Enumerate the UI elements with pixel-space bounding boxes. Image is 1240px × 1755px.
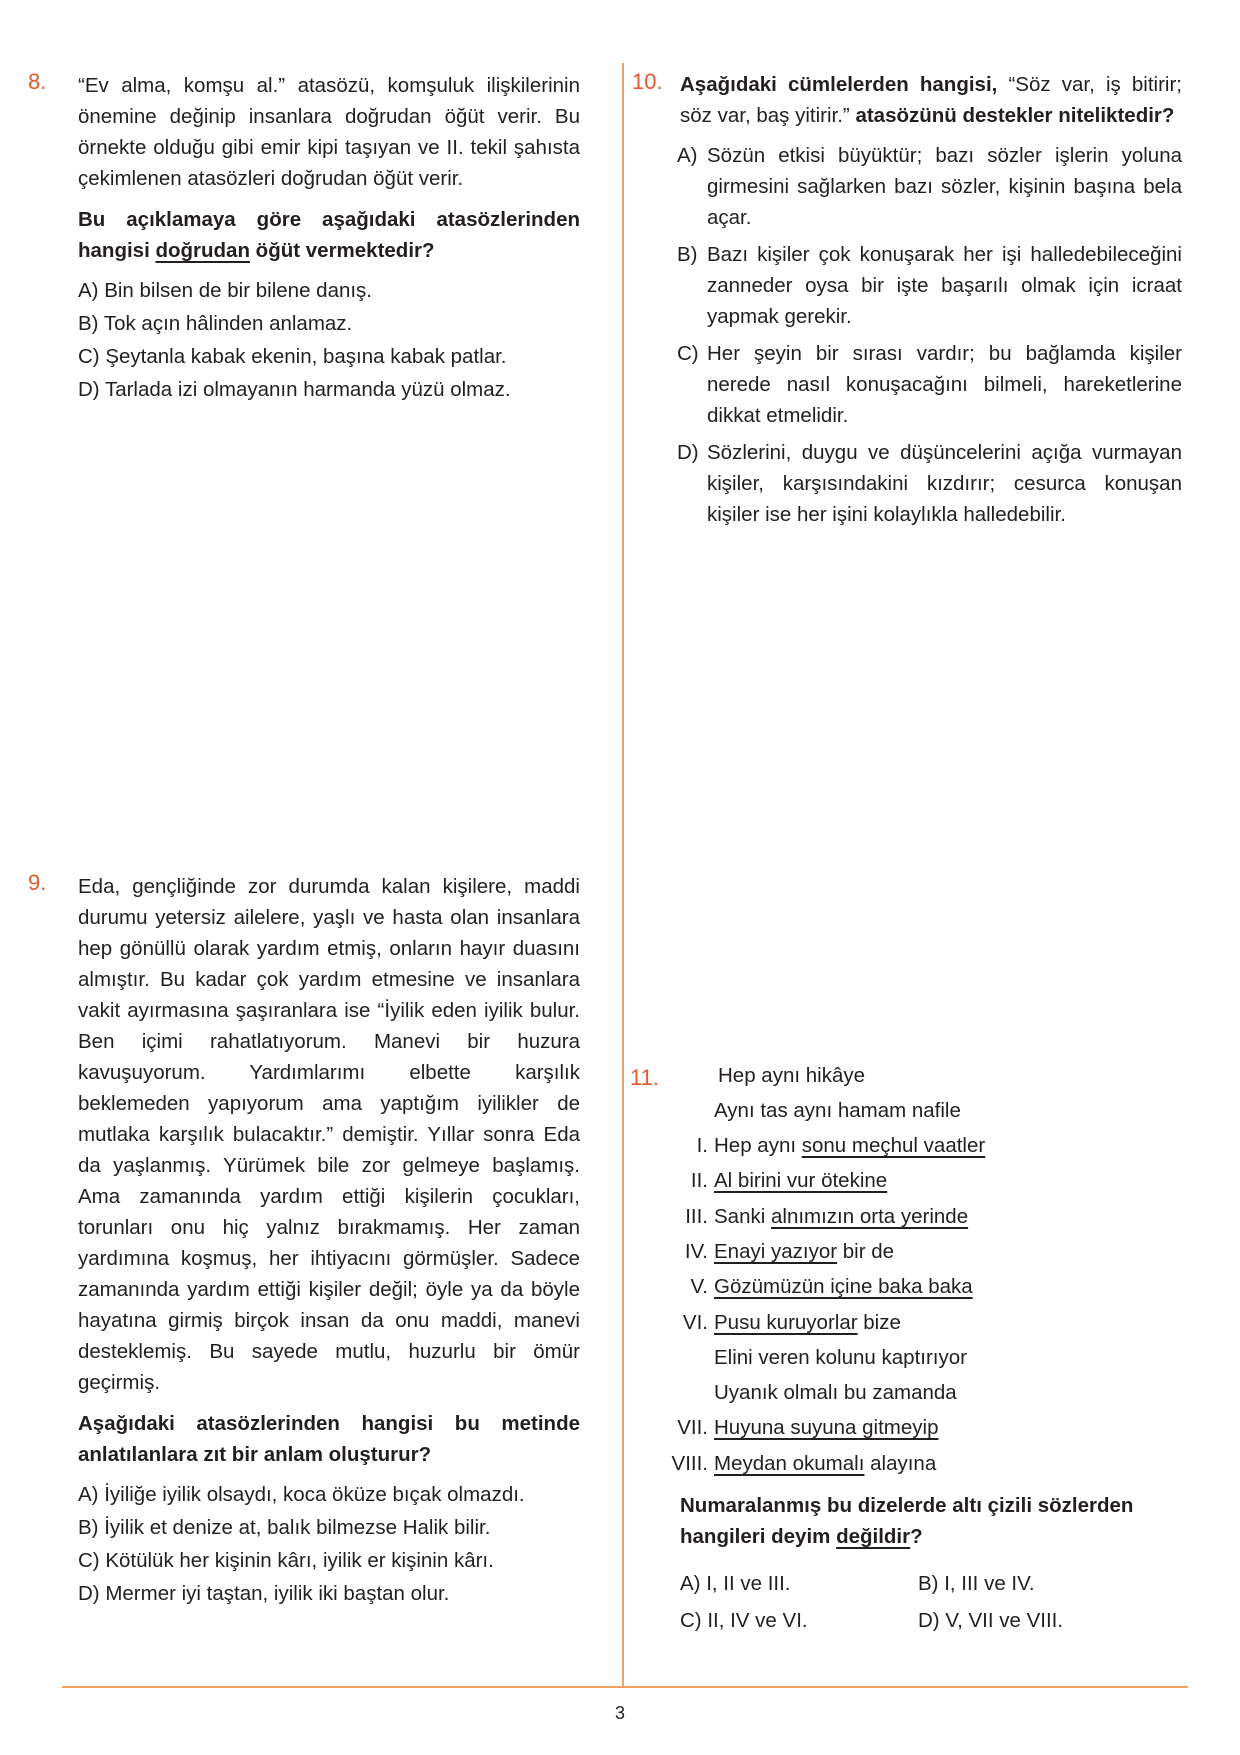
- question-9-passage: Eda, gençliğinde zor durumda kalan kişilere, maddi durumu yetersiz ailelere, yaşlı ve hasta olan insanlara hep gönüllü olarak yardım etmiş, onların hayır duasını almıştır. Bu kadar çok yardım etmesine ve insanlara vakit ayırmasına şaşıranlara ise “İyilik eden iyilik bulur. Ben içimi rahatlatıyorum. Manevi bir huzura kavuşuyorum. Yardımlarımı elbette karşılık beklemeden yapıyorum ama yaptığım iyilikler de mutlaka karşılık bulacaktır.” demiştir. Yıllar sonra Eda da yaşlanmış. Yürümek bile zor gelmeye başlamış. Ama zamanında yardım ettiği kişilerin çocukları, torunları onu hiç yalnız bırakmamış. Her zaman yardımına koşmuş, her ihtiyacını görmüşler. Sadece zamanında yardım ettiği kişiler değil; öyle ya da böyle hayatına girmiş birçok insan da onu maddi, manevi desteklemiş. Bu sayede mutlu, huzurlu bir ömür geçirmiş.: [78, 875, 580, 1394]
- question-9: [78, 871, 580, 1615]
- question-8-prompt: Bu açıklamaya göre aşağıdaki atasözlerinden hangisi doğrudan öğüt vermektedir?: [78, 208, 580, 262]
- question-8-option-b[interactable]: B) Tok açın hâlinden anlamaz.: [78, 312, 353, 335]
- poem-line: III. Sanki alnımızın orta yerinde: [685, 1205, 969, 1228]
- question-9-option-b[interactable]: B) İyilik et denize at, balık bilmezse Halik bilir.: [78, 1516, 491, 1539]
- poem-line: I. Hep aynı sonu meçhul vaatler: [696, 1134, 986, 1157]
- question-11-option-c[interactable]: C) II, IV ve VI.: [680, 1609, 808, 1632]
- question-9-prompt: Aşağıdaki atasözlerinden hangisi bu metinde anlatılanlara zıt bir anlam oluşturur?: [78, 1412, 580, 1466]
- question-9-option-a[interactable]: A) İyiliğe iyilik olsaydı, koca öküze bıçak olmazdı.: [78, 1483, 525, 1506]
- question-10-number: 10.: [632, 69, 663, 94]
- question-10-option-a[interactable]: A) Sözün etkisi büyüktür; bazı sözler işlerin yoluna girmesini sağlarken bazı sözler, kişinin başına bela açar.: [677, 144, 1182, 229]
- poem-line: VII. Huyuna suyuna gitmeyip: [677, 1416, 939, 1439]
- poem-line: II. Al birini vur ötekine: [690, 1169, 888, 1192]
- poem-line: Hep aynı hikâye: [718, 1064, 866, 1087]
- question-8-intro: “Ev alma, komşu al.” atasözü, komşuluk ilişkilerinin önemine değinip insanlara doğrudan öğüt verir. Bu örnekte olduğu gibi emir kipi taşıyan ve II. tekil şahısta çekimlenen atasözleri doğrudan öğüt verir.: [78, 74, 580, 190]
- question-8: [78, 70, 580, 411]
- question-8-option-c[interactable]: C) Şeytanla kabak ekenin, başına kabak patlar.: [78, 345, 507, 368]
- question-11-option-a[interactable]: A) I, II ve III.: [680, 1572, 791, 1595]
- column-divider: [622, 63, 624, 1686]
- poem-line: IV. Enayi yazıyor bir de: [684, 1240, 895, 1263]
- question-9-number: 9.: [28, 870, 47, 895]
- poem-line: VIII. Meydan okumalı alayına: [671, 1452, 937, 1475]
- question-11-prompt: Numaralanmış bu dizelerde altı çizili sözlerden hangileri deyim değildir?: [680, 1494, 1134, 1548]
- page-number: 3: [614, 1703, 625, 1723]
- question-8-number: 8.: [28, 69, 47, 94]
- question-8-option-d[interactable]: D) Tarlada izi olmayanın harmanda yüzü olmaz.: [78, 378, 511, 401]
- question-10-prompt: Aşağıdaki cümlelerden hangisi, “Söz var, iş bitirir; söz var, baş yitirir.” atasözünü destekler niteliktedir?: [680, 73, 1182, 127]
- question-9-option-d[interactable]: D) Mermer iyi taştan, iyilik iki baştan olur.: [78, 1582, 450, 1605]
- question-10-option-b[interactable]: B) Bazı kişiler çok konuşarak her işi halledebileceğini zanneder oysa bir işte başarılı olmak için icraat yapmak gerekir.: [677, 243, 1182, 328]
- poem-line: Elini veren kolunu kaptırıyor: [714, 1346, 967, 1369]
- poem-line: Aynı tas aynı hamam nafile: [714, 1099, 961, 1122]
- question-10-option-c[interactable]: C) Her şeyin bir sırası vardır; bu bağlamda kişiler nerede nasıl konuşacağını bilmeli, hareketlerine dikkat etmelidir.: [677, 342, 1182, 427]
- question-10-option-d[interactable]: D) Sözlerini, duygu ve düşüncelerini açığa vurmayan kişiler, karşısındakini kızdırır; cesurca konuşan kişiler ise her işini kolaylıkla halledebilir.: [677, 441, 1182, 526]
- question-11-option-b[interactable]: B) I, III ve IV.: [918, 1572, 1035, 1595]
- poem-line: V. Gözümüzün içine baka baka: [690, 1275, 973, 1298]
- question-8-option-a[interactable]: A) Bin bilsen de bir bilene danış.: [78, 279, 373, 302]
- question-10: [677, 69, 1182, 536]
- question-11-option-d[interactable]: D) V, VII ve VIII.: [918, 1609, 1064, 1632]
- question-9-option-c[interactable]: C) Kötülük her kişinin kârı, iyilik er kişinin kârı.: [78, 1549, 494, 1572]
- footer-rule: [62, 1686, 1188, 1688]
- question-11-number: 11.: [630, 1065, 659, 1090]
- poem-line: Uyanık olmalı bu zamanda: [714, 1381, 957, 1404]
- poem-line: VI. Pusu kuruyorlar bize: [682, 1311, 901, 1334]
